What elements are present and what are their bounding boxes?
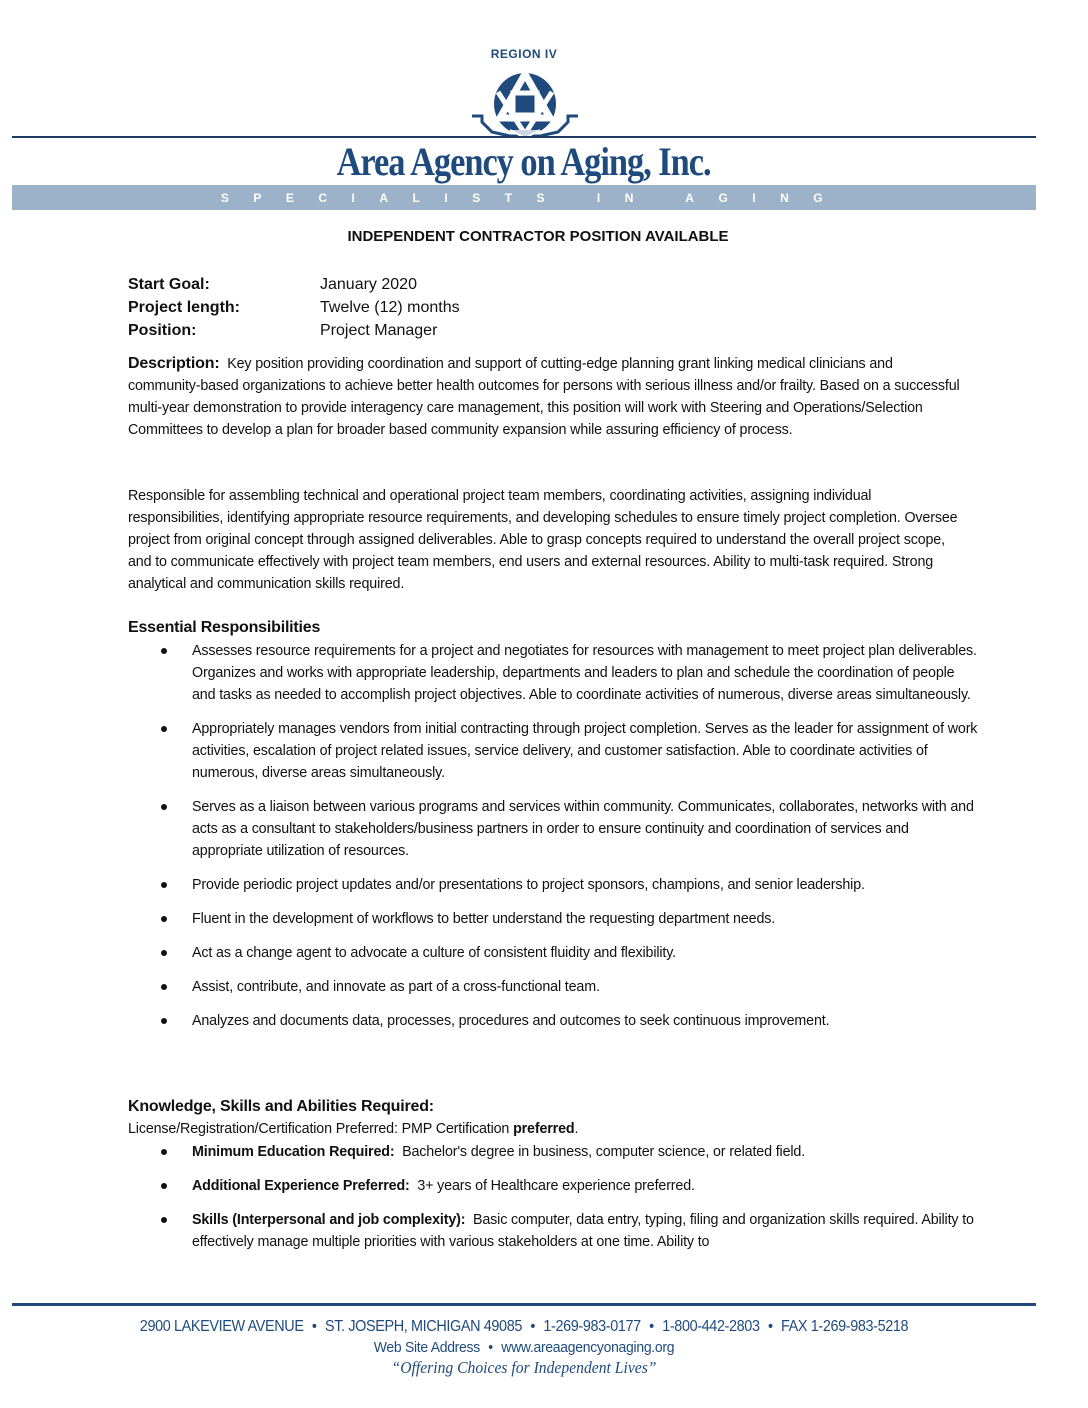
bullet-icon bbox=[161, 882, 167, 888]
list-item-text: Analyzes and documents data, processes, procedures and outcomes to seek continuous improvement. bbox=[192, 1013, 830, 1029]
requirement-label: Minimum Education Required: bbox=[192, 1144, 395, 1160]
separator-dot: • bbox=[649, 1318, 654, 1335]
list-item bbox=[128, 908, 978, 930]
website-link[interactable]: www.areaagencyonaging.org bbox=[501, 1339, 675, 1356]
separator-dot: • bbox=[311, 1318, 317, 1335]
meta-label: Position: bbox=[128, 322, 197, 339]
license-end: . bbox=[574, 1121, 579, 1137]
footer-phone: 1-269-983-0177 bbox=[543, 1318, 641, 1335]
responsibilities-list bbox=[128, 640, 978, 1044]
meta-label: Project length: bbox=[128, 299, 241, 316]
list-item-text: Fluent in the development of workflows to better understand the requesting department needs. bbox=[192, 911, 776, 927]
requirements-list bbox=[128, 1141, 978, 1265]
footer-web-line bbox=[37, 1339, 1012, 1356]
list-item bbox=[128, 874, 978, 896]
tagline: SPECIALISTS IN AGING bbox=[220, 190, 848, 205]
meta-value: Twelve (12) months bbox=[320, 299, 460, 316]
license-text: License/Registration/Certification Preferred: PMP Certification bbox=[128, 1121, 514, 1137]
responsibility-summary-paragraph: Responsible for assembling technical and operational project team members, coordinating activities, assigning individual responsibilities, identifying appropriate resource requirements, and developing schedules to ensure timely project completion. Oversee project from original concept through assigned deliverables. Able to grasp concepts required to understand the overall project scope, and to communicate effectively with project team members, end users and external resources. Ability to multi-task required. Strong analytical and communication skills required. bbox=[128, 488, 958, 592]
list-item bbox=[128, 796, 978, 862]
meta-value: January 2020 bbox=[320, 276, 417, 293]
list-item bbox=[128, 1209, 978, 1253]
description-text: Key position providing coordination and support of cutting-edge planning grant linking medical clinicians and community-based organizations to achieve better health outcomes for persons with serious illness and/or frailty. Based on a successful multi-year demonstration to provide interagency care management, this position will work with Steering and Operations/Selection Committees to develop a plan for broader based community expansion while assuring efficiency of process. bbox=[128, 356, 960, 438]
description-paragraph bbox=[128, 353, 968, 441]
list-item-text: Assesses resource requirements for a project and negotiates for resources with management to meet project plan deliverables. Organizes and works with appropriate leadership, departments and leaders to plan and schedule the coordination of people and tasks as needed to accomplish project objectives. Able to coordinate activities of numerous, diverse areas simultaneously. bbox=[192, 643, 977, 703]
bullet-icon bbox=[161, 1018, 167, 1024]
requirement-label: Additional Experience Preferred: bbox=[192, 1178, 410, 1194]
meta-label: Start Goal: bbox=[128, 276, 210, 293]
bullet-icon bbox=[161, 648, 167, 654]
separator-dot: • bbox=[530, 1318, 536, 1335]
requirement-text: 3+ years of Healthcare experience preferred. bbox=[417, 1178, 695, 1194]
list-item bbox=[128, 976, 978, 998]
description-label: Description: bbox=[128, 355, 220, 372]
requirement-label: Skills (Interpersonal and job complexity): bbox=[192, 1212, 466, 1228]
bullet-icon bbox=[161, 1183, 167, 1189]
footer-address: 2900 LAKEVIEW AVENUE bbox=[139, 1318, 304, 1335]
bullet-icon bbox=[161, 950, 167, 956]
license-line bbox=[128, 1118, 968, 1140]
footer-city: ST. JOSEPH, MICHIGAN 49085 bbox=[324, 1318, 522, 1335]
web-label: Web Site Address bbox=[373, 1339, 480, 1356]
separator-dot: • bbox=[488, 1339, 493, 1356]
footer-rule bbox=[12, 1303, 1036, 1306]
footer-motto: “Offering Choices for Independent Lives” bbox=[391, 1358, 657, 1377]
bullet-icon bbox=[161, 726, 167, 732]
list-item bbox=[128, 718, 978, 784]
list-item bbox=[128, 1141, 978, 1163]
meta-row-position bbox=[128, 319, 437, 342]
list-item bbox=[128, 1010, 978, 1032]
list-item-text: Provide periodic project updates and/or presentations to project sponsors, champions, and senior leadership. bbox=[192, 877, 865, 893]
list-item-text: Appropriately manages vendors from initial contracting through project completion. Serves as the leader for assignment of work activities, escalation of project related issues, service delivery, and customer satisfaction. Able to coordinate activities of numerous, diverse areas simultaneously. bbox=[192, 721, 978, 781]
list-item bbox=[128, 640, 978, 706]
agency-logo-icon bbox=[470, 66, 580, 138]
bullet-icon bbox=[161, 1217, 167, 1223]
meta-value: Project Manager bbox=[320, 322, 438, 339]
list-item-text: Act as a change agent to advocate a culture of consistent fluidity and flexibility. bbox=[192, 945, 676, 961]
bullet-icon bbox=[161, 984, 167, 990]
requirement-text: Basic computer, data entry, typing, filing and organization skills required. Ability to effectively manage multiple priorities with various stakeholders at one time. Ability to bbox=[192, 1212, 974, 1250]
meta-row-project-length bbox=[128, 296, 460, 319]
license-emphasis: preferred bbox=[513, 1121, 575, 1137]
list-item bbox=[128, 1175, 978, 1197]
footer-contact-line bbox=[37, 1318, 1012, 1336]
tagline-band bbox=[12, 185, 1036, 210]
bullet-icon bbox=[161, 1149, 167, 1155]
list-item-text: Serves as a liaison between various programs and services within community. Communicates, collaborates, networks with and acts as a consultant to stakeholders/business partners in order to ensure continuity and coordination of services and appropriate utilization of resources. bbox=[192, 799, 974, 859]
meta-row-start-goal bbox=[128, 273, 417, 296]
document-title: INDEPENDENT CONTRACTOR POSITION AVAILABLE bbox=[347, 228, 729, 245]
footer-tollfree: 1-800-442-2803 bbox=[662, 1318, 760, 1335]
responsibilities-heading: Essential Responsibilities bbox=[128, 619, 321, 636]
ksa-heading: Knowledge, Skills and Abilities Required: bbox=[128, 1098, 434, 1115]
bullet-icon bbox=[161, 804, 167, 810]
separator-dot: • bbox=[767, 1318, 773, 1335]
bullet-icon bbox=[161, 916, 167, 922]
organization-name: Area Agency on Aging, Inc. bbox=[336, 139, 711, 184]
list-item-text: Assist, contribute, and innovate as part of a cross-functional team. bbox=[192, 979, 600, 995]
list-item bbox=[128, 942, 978, 964]
requirement-text: Bachelor's degree in business, computer science, or related field. bbox=[402, 1144, 806, 1160]
region-label: REGION IV bbox=[490, 47, 558, 61]
footer-fax: FAX 1-269-983-5218 bbox=[781, 1318, 909, 1335]
